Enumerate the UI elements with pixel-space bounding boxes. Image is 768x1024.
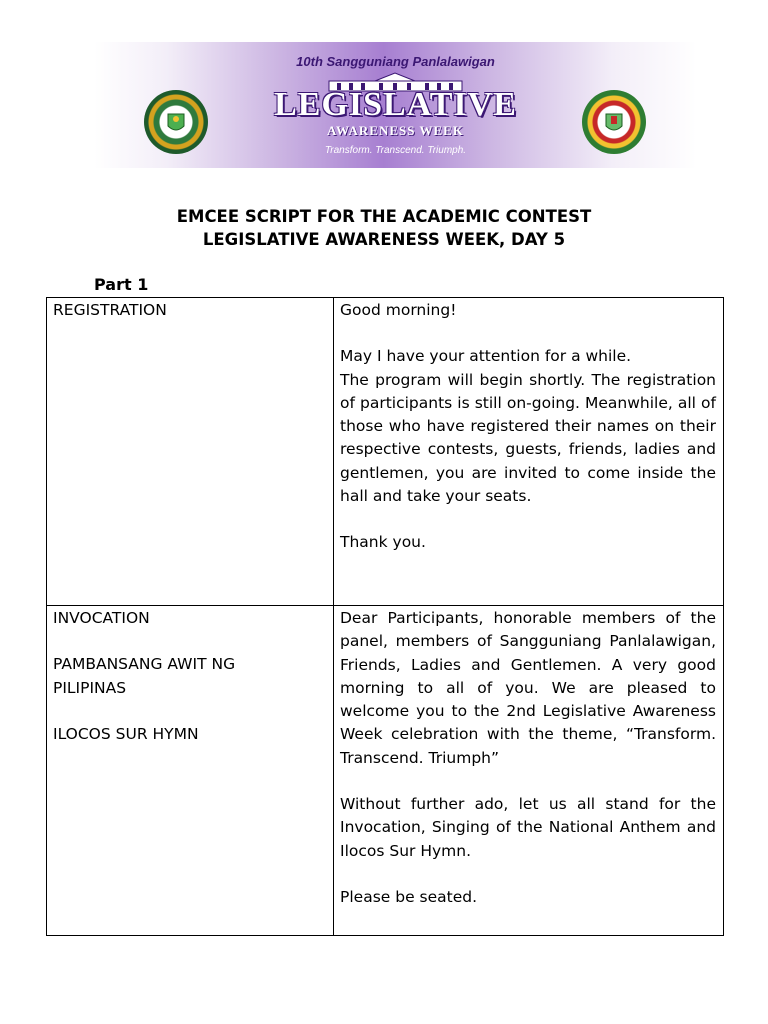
table-row (47, 606, 724, 936)
table-row (47, 298, 724, 606)
segment-label: ILOCOS SUR HYMN (53, 724, 199, 743)
script-paragraph: The program will begin shortly. The registration of participants is still on-going. Meanwhile, all of those who have registered their names on their respective contests, guests, friends, ladies and gentlemen, you are invited to come inside the hall and take your seats. (340, 370, 716, 506)
segment-cell (47, 298, 334, 606)
banner-top-line: 10th Sangguniang Panlalawigan (296, 54, 495, 69)
script-table (46, 297, 724, 936)
script-cell (334, 298, 724, 606)
title-line-1: EMCEE SCRIPT FOR THE ACADEMIC CONTEST (176, 207, 592, 226)
script-paragraph: May I have your attention for a while. (340, 347, 632, 366)
script-paragraph: Thank you. (340, 533, 426, 552)
title-line-2: LEGISLATIVE AWARENESS WEEK, DAY 5 (202, 230, 566, 249)
banner-tagline: Transform. Transcend. Triumph. (324, 145, 467, 156)
banner-main-title: LEGISLATIVE (274, 86, 517, 123)
part-label: Part 1 (94, 275, 149, 294)
segment-label: INVOCATION (53, 609, 150, 627)
script-paragraph: Please be seated. (340, 887, 478, 906)
segment-label: REGISTRATION (53, 301, 167, 319)
script-paragraph: Good morning! (340, 301, 457, 319)
segment-label: PAMBANSANG AWIT NG PILIPINAS (53, 655, 236, 697)
segment-cell (47, 606, 334, 936)
header-banner (94, 42, 697, 168)
script-cell (334, 606, 724, 936)
banner-subtitle: AWARENESS WEEK (327, 123, 464, 138)
document-title (0, 205, 768, 251)
script-paragraph: Dear Participants, honorable members of the panel, members of Sangguniang Panlalawigan, Friends, Ladies and Gentlemen. A very good morning to all of you. We are pleased to welcome you to the 2nd Legislative Awareness Week celebration with the theme, “Transform. Transcend. Triumph” (340, 609, 716, 767)
script-paragraph: Without further ado, let us all stand for the Invocation, Singing of the National Anthem and Ilocos Sur Hymn. (340, 795, 716, 860)
